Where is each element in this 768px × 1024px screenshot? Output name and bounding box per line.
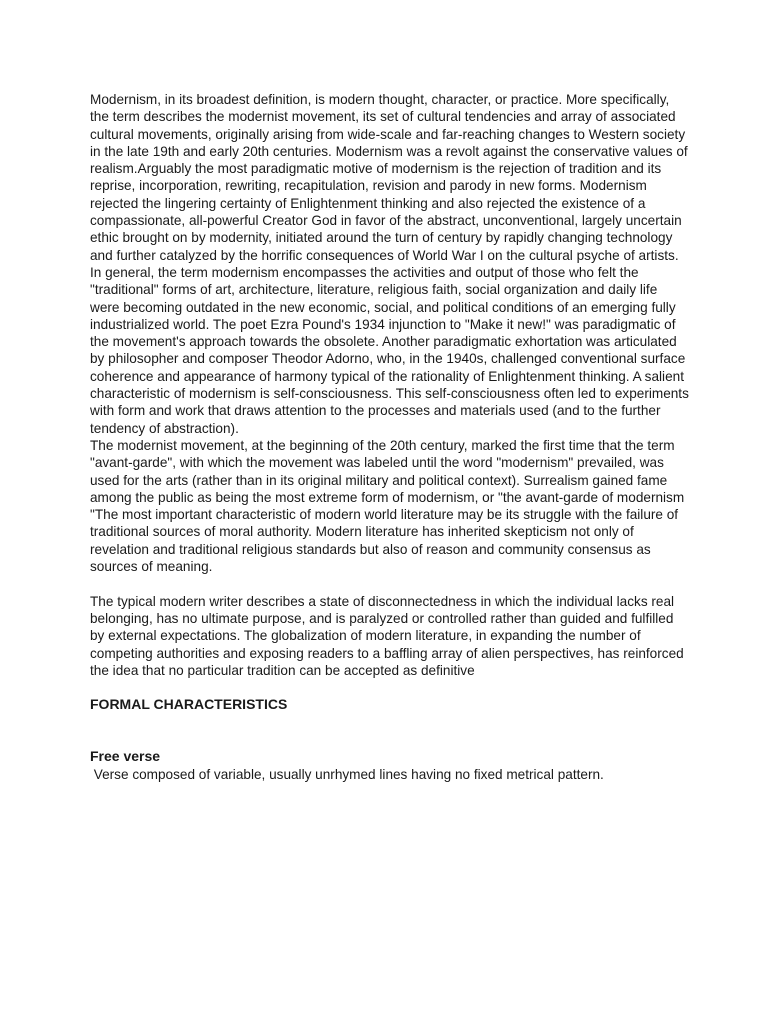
paragraph-moral-authority: "The most important characteristic of modern world literature may be its struggle with the failure of traditional sources of moral authority. Modern literature has inherited skepticism not only of revelation and traditional religious standards but also of reason and community consensus as sources of meaning. [90, 507, 679, 575]
paragraph-modernism-definition: Modernism, in its broadest definition, is modern thought, character, or practice. More specifically, the term describes the modernist movement, its set of cultural tendencies and array of associated cultural movements, originally arising from wide-scale and far-reaching changes to Western society in the late 19th and early 20th centuries. Modernism was a revolt against the conservative values of realism.Arguably the most paradigmatic motive of modernism is the rejection of tradition and its reprise, incorporation, rewriting, recapitulation, revision and parody in new forms. Modernism rejected the lingering certainty of Enlightenment thinking and also rejected the existence of a compassionate, all-powerful Creator God in favor of the abstract, unconventional, largely uncertain ethic brought on by modernity, initiated around the turn of century by rapidly changing technology and further catalyzed by the horrific consequences of World War I on the cultural psyche of artists. [90, 92, 688, 263]
free-verse-definition: Verse composed of variable, usually unrhymed lines having no fixed metrical pattern. [90, 766, 604, 782]
section-heading: FORMAL CHARACTERISTICS [90, 696, 288, 713]
paragraph-gap [90, 575, 690, 592]
paragraph-gap [90, 731, 690, 748]
document-page [90, 91, 690, 783]
paragraph-avant-garde: The modernist movement, at the beginning of the 20th century, marked the first time that the term "avant-garde", with which the movement was labeled until the word "modernism" prevailed, was used for the arts (rather than in its original military and political context). Surrealism gained fame among the public as being the most extreme form of modernism, or "the avant-garde of modernism [90, 437, 685, 505]
paragraph-gap [90, 714, 690, 731]
paragraph-gap [90, 679, 690, 696]
paragraph-modernism-general: In general, the term modernism encompasses the activities and output of those who felt the "traditional" forms of art, architecture, literature, religious faith, social organization and daily life were becoming outdated in the new economic, social, and political conditions of an emerging fully industrialized world. The poet Ezra Pound's 1934 injunction to "Make it new!" was paradigmatic of the movement's approach towards the obsolete. Another paradigmatic exhortation was articulated by philosopher and composer Theodor Adorno, who, in the 1940s, challenged conventional surface coherence and appearance of harmony typical of the rationality of Enlightenment thinking. A salient characteristic of modernism is self-consciousness. This self-consciousness often led to experiments with form and work that draws attention to the processes and materials used (and to the further tendency of abstraction). [90, 264, 689, 436]
subsection-heading: Free verse [90, 748, 161, 765]
paragraph-modern-writer: The typical modern writer describes a state of disconnectedness in which the individual lacks real belonging, has no ultimate purpose, and is paralyzed or controlled rather than guided and fulfilled by external expectations. The globalization of modern literature, in expanding the number of competing authorities and exposing readers to a baffling array of alien perspectives, has reinforced the idea that no particular tradition can be accepted as definitive [90, 593, 684, 678]
